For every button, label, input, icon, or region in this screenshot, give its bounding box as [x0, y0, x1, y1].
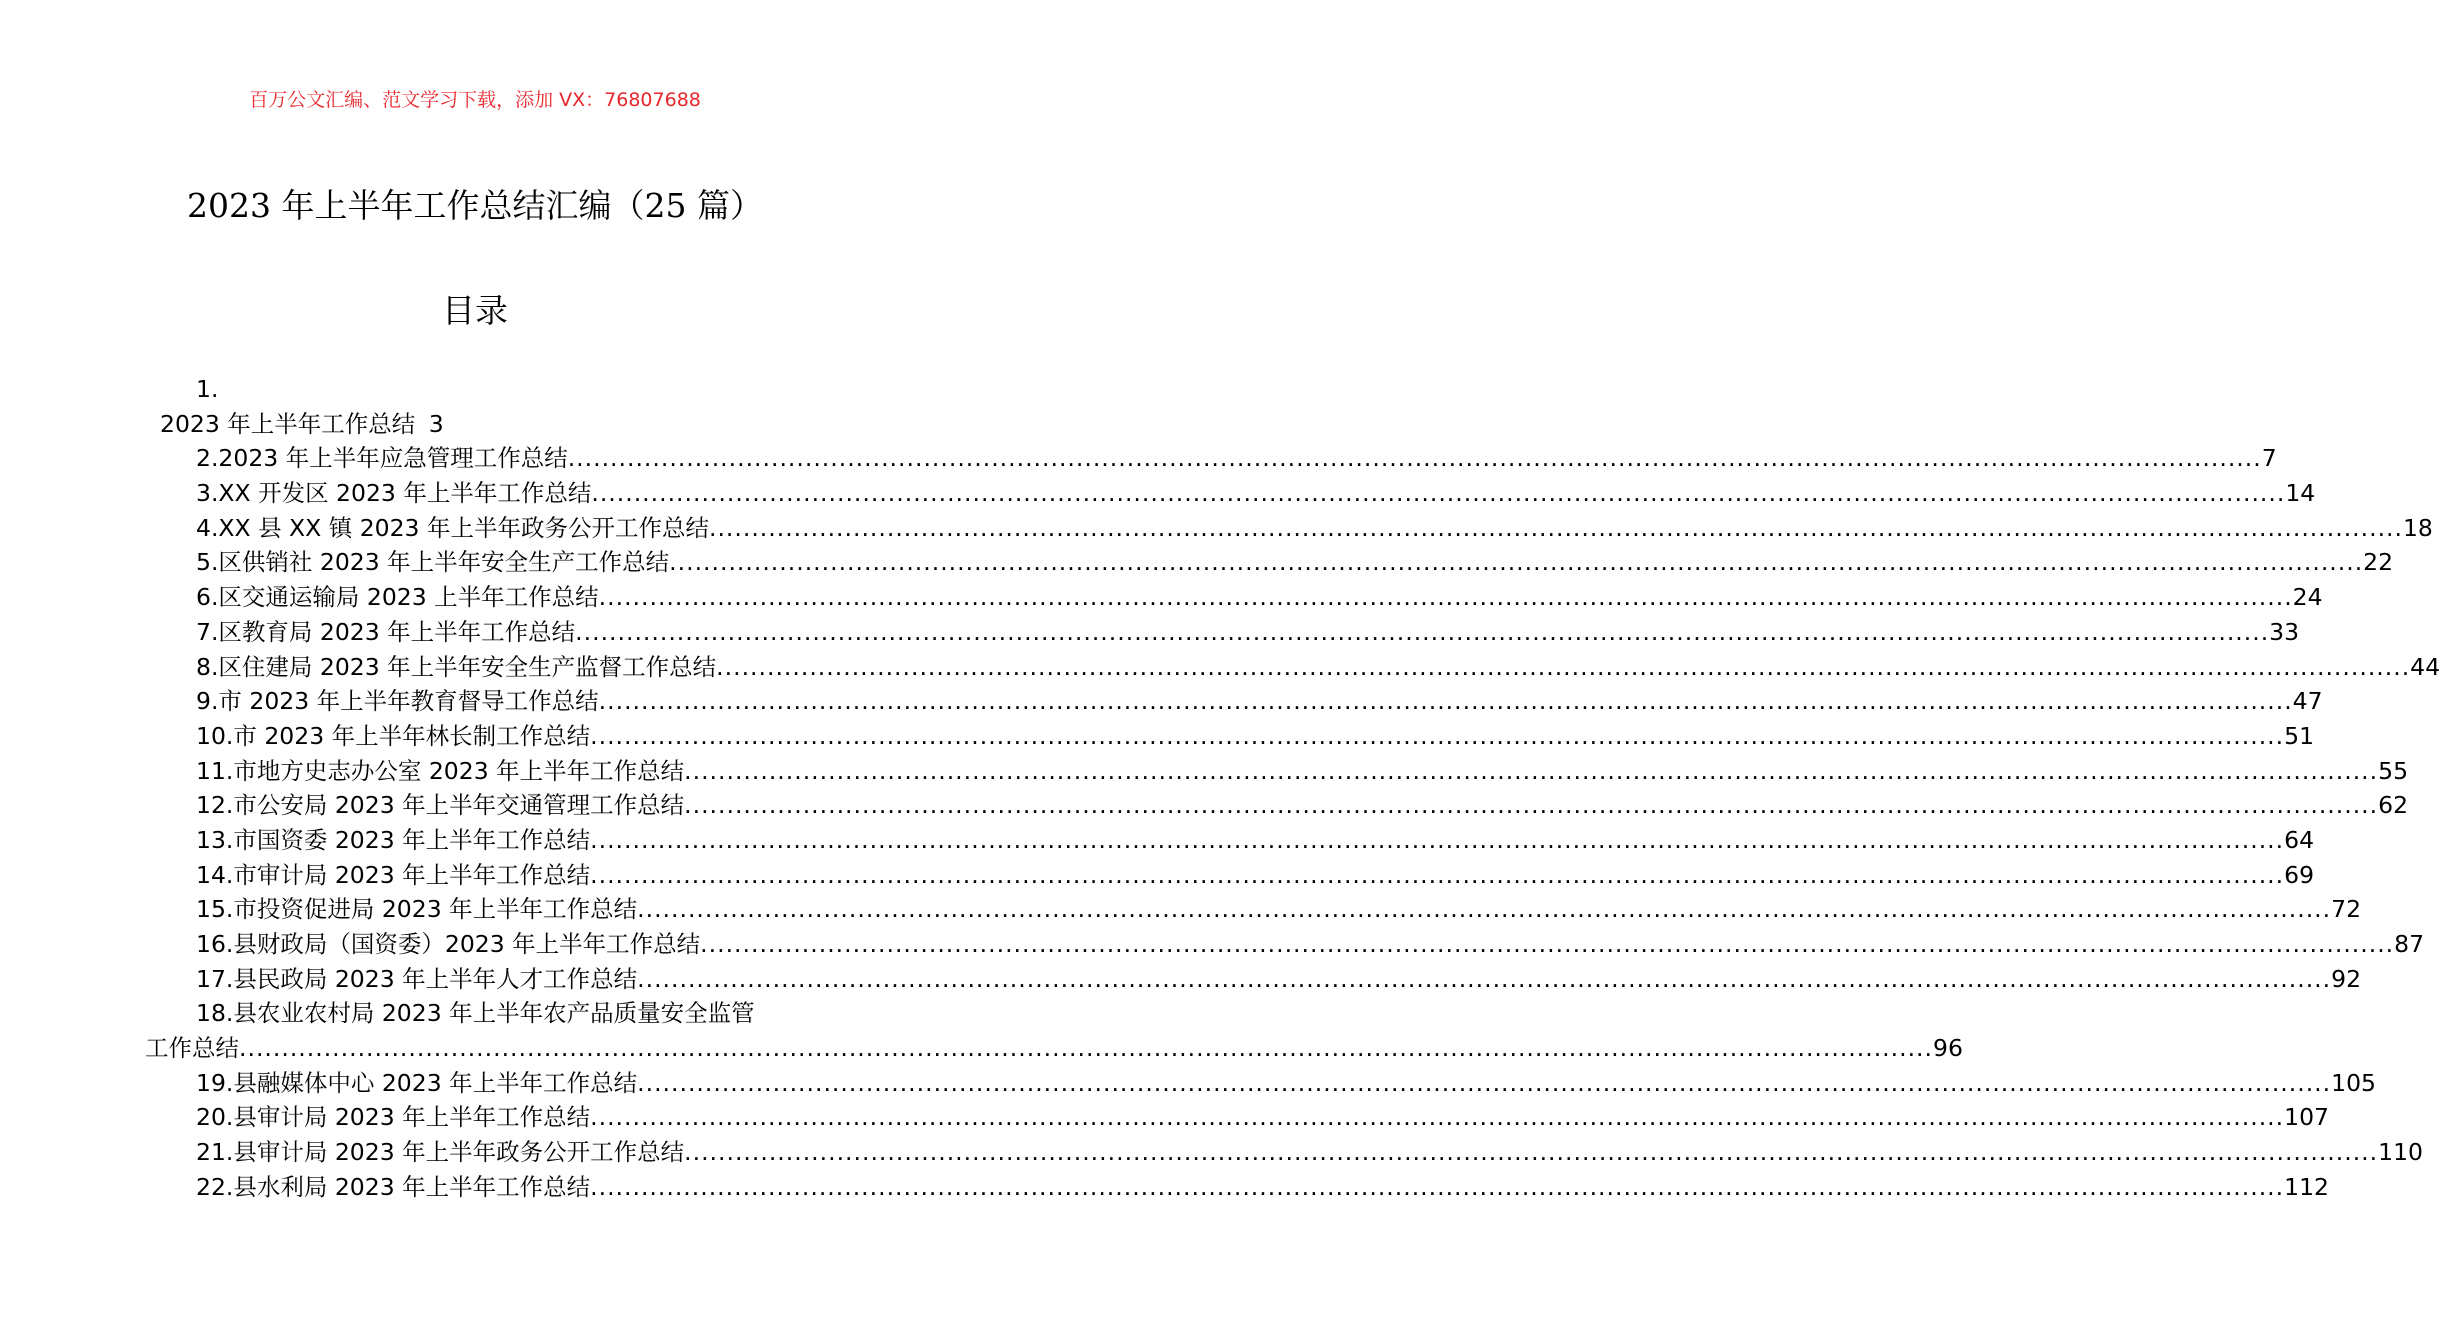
dot-leader: ........................................................................................................................................................................................................	[590, 721, 2285, 750]
toc-entry[interactable]	[0, 684, 2323, 719]
dot-leader: ........................................................................................................................................................................................................	[708, 513, 2403, 542]
toc-entry[interactable]	[0, 996, 950, 1031]
toc-entry-title: 17.县民政局 2023 年上半年人才工作总结	[196, 964, 638, 993]
toc-entry[interactable]	[0, 754, 2409, 789]
dot-leader: ........................................................................................................................................................................................................	[567, 444, 2262, 473]
toc-entry-page: 55	[2378, 756, 2409, 785]
toc-entry-title: 19.县融媒体中心 2023 年上半年工作总结	[196, 1068, 638, 1097]
toc-entry[interactable]	[0, 476, 2316, 511]
dot-leader: ........................................................................................................................................................................................................	[716, 652, 2411, 681]
dot-leader: ........................................................................................................................................................................................................	[590, 1103, 2285, 1132]
dot-leader: ........................................................................................................................................................................................................	[239, 1034, 1933, 1063]
toc-entry-page: 14	[2285, 479, 2316, 508]
toc-entry-page: 62	[2378, 791, 2409, 820]
table-of-contents	[0, 372, 2440, 1205]
dot-leader: ........................................................................................................................................................................................................	[598, 687, 2293, 716]
toc-entry-page: 18	[2402, 513, 2433, 542]
dot-leader: ........................................................................................................................................................................................................	[637, 1068, 2332, 1097]
toc-entry[interactable]	[0, 1100, 2329, 1135]
toc-entry-page: 112	[2284, 1172, 2329, 1201]
toc-entry-title: 4.XX 县 XX 镇 2023 年上半年政务公开工作总结	[196, 513, 709, 542]
dot-leader: ........................................................................................................................................................................................................	[637, 964, 2332, 993]
dot-leader: ........................................................................................................................................................................................................	[590, 1172, 2285, 1201]
toc-entry-title: 6.区交通运输局 2023 上半年工作总结	[196, 583, 599, 612]
toc-entry[interactable]	[0, 719, 2315, 754]
toc-entry[interactable]	[0, 615, 2300, 650]
toc-entry[interactable]	[0, 441, 2277, 476]
toc-entry-page: 107	[2284, 1103, 2329, 1132]
dot-leader: ........................................................................................................................................................................................................	[637, 895, 2332, 924]
toc-entry-title: 14.市审计局 2023 年上半年工作总结	[196, 860, 591, 889]
toc-entry-page: 92	[2331, 964, 2362, 993]
dot-leader: ........................................................................................................................................................................................................	[575, 617, 2270, 646]
toc-entry-title: 16.县财政局（国资委）2023 年上半年工作总结	[196, 930, 701, 958]
toc-entry[interactable]	[0, 892, 2362, 927]
toc-entry-page: 51	[2284, 721, 2315, 750]
toc-entry-page: 105	[2331, 1068, 2376, 1097]
toc-entry-number: 1.	[196, 375, 219, 403]
dot-leader: ........................................................................................................................................................................................................	[700, 930, 2395, 958]
toc-heading: 目录	[442, 291, 508, 330]
toc-entry-page: 69	[2284, 860, 2315, 889]
toc-entry-page: 72	[2331, 895, 2362, 924]
toc-entry-title: 12.市公安局 2023 年上半年交通管理工作总结	[196, 791, 685, 820]
toc-entry-title: 2.2023 年上半年应急管理工作总结	[196, 444, 568, 473]
dot-leader: ........................................................................................................................................................................................................	[598, 583, 2293, 612]
toc-entry-continuation[interactable]	[0, 1031, 1963, 1066]
toc-entry[interactable]	[0, 511, 2433, 546]
watermark-text: 百万公文汇编、范文学习下载，添加 VX：76807688	[249, 89, 701, 111]
toc-entry-page: 87	[2394, 930, 2425, 958]
toc-entry-title: 21.县审计局 2023 年上半年政务公开工作总结	[196, 1138, 685, 1167]
dot-leader: ........................................................................................................................................................................................................	[669, 548, 2364, 577]
toc-entry-page: 47	[2292, 687, 2323, 716]
toc-entry-title: 9.市 2023 年上半年教育督导工作总结	[196, 687, 599, 716]
dot-leader: ........................................................................................................................................................................................................	[684, 791, 2379, 820]
toc-entry-title: 5.区供销社 2023 年上半年安全生产工作总结	[196, 548, 670, 577]
toc-entry-title: 11.市地方史志办公室 2023 年上半年工作总结	[196, 756, 685, 785]
document-title: 2023 年上半年工作总结汇编（25 篇）	[187, 186, 763, 225]
dot-leader: ........................................................................................................................................................................................................	[591, 479, 2286, 508]
toc-entry[interactable]	[0, 650, 2440, 685]
toc-entry-continuation[interactable]	[0, 407, 950, 442]
toc-entry-title: 22.县水利局 2023 年上半年工作总结	[196, 1172, 591, 1201]
toc-entry-title: 2023 年上半年工作总结	[160, 409, 416, 438]
dot-leader: ........................................................................................................................................................................................................	[590, 825, 2285, 854]
toc-entry-title: 3.XX 开发区 2023 年上半年工作总结	[196, 479, 592, 508]
toc-entry-title: 7.区教育局 2023 年上半年工作总结	[196, 617, 576, 646]
toc-entry-title: 13.市国资委 2023 年上半年工作总结	[196, 825, 591, 854]
toc-entry-page: 96	[1933, 1034, 1963, 1063]
dot-leader: ........................................................................................................................................................................................................	[684, 1138, 2379, 1167]
toc-entry[interactable]	[0, 580, 2323, 615]
toc-entry[interactable]	[0, 1135, 2423, 1170]
toc-entry-page: 110	[2378, 1138, 2423, 1167]
dot-leader: ........................................................................................................................................................................................................	[590, 860, 2285, 889]
toc-entry-title: 8.区住建局 2023 年上半年安全生产监督工作总结	[196, 652, 717, 681]
toc-entry[interactable]	[0, 927, 2425, 962]
toc-entry[interactable]	[0, 1170, 2329, 1205]
toc-entry[interactable]	[0, 372, 950, 407]
toc-entry-page: 64	[2284, 825, 2315, 854]
toc-entry-page: 22	[2363, 548, 2394, 577]
toc-entry-page: 33	[2269, 617, 2300, 646]
dot-leader: ........................................................................................................................................................................................................	[684, 756, 2379, 785]
toc-entry-page: 3	[428, 409, 444, 438]
toc-entry-page: 44	[2410, 652, 2440, 681]
toc-entry-title-continuation: 工作总结	[145, 1034, 239, 1063]
toc-entry[interactable]	[0, 788, 2409, 823]
toc-entry-page: 7	[2261, 444, 2277, 473]
toc-entry[interactable]	[0, 858, 2315, 893]
toc-entry[interactable]	[0, 823, 2315, 858]
toc-entry[interactable]	[0, 1066, 2376, 1101]
toc-entry[interactable]	[0, 962, 2362, 997]
toc-entry-page: 24	[2292, 583, 2323, 612]
toc-entry-title: 15.市投资促进局 2023 年上半年工作总结	[196, 895, 638, 924]
toc-entry-title: 10.市 2023 年上半年林长制工作总结	[196, 721, 591, 750]
toc-entry-title: 18.县农业农村局 2023 年上半年农产品质量安全监管	[196, 999, 755, 1028]
toc-entry[interactable]	[0, 545, 2394, 580]
toc-entry-title: 20.县审计局 2023 年上半年工作总结	[196, 1103, 591, 1132]
